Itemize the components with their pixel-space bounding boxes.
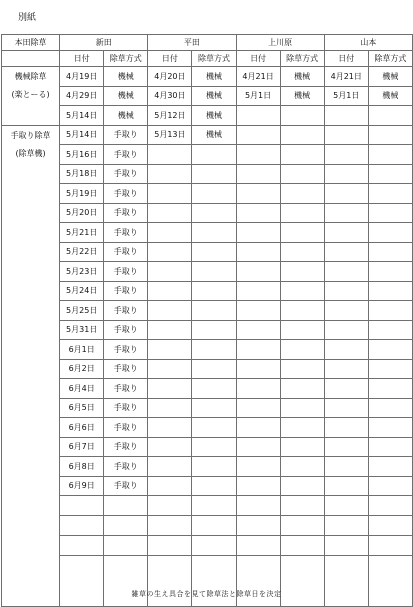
method-cell	[368, 418, 412, 438]
category-cell	[2, 359, 60, 379]
method-cell: 機械	[368, 67, 412, 87]
header-date: 日付	[324, 51, 368, 67]
method-cell	[192, 476, 236, 496]
date-cell: 5月1日	[236, 86, 280, 106]
method-cell	[280, 106, 324, 126]
table-row	[2, 516, 413, 536]
method-cell	[104, 536, 148, 556]
method-cell: 機械	[104, 86, 148, 106]
method-cell: 手取り	[104, 125, 148, 145]
date-cell	[236, 340, 280, 360]
method-cell	[368, 476, 412, 496]
date-cell	[148, 457, 192, 477]
category-cell	[2, 262, 60, 282]
method-cell	[192, 164, 236, 184]
method-cell	[280, 145, 324, 165]
table-row	[2, 379, 413, 399]
method-cell	[280, 359, 324, 379]
date-cell	[324, 398, 368, 418]
method-cell: 手取り	[104, 145, 148, 165]
method-cell: 機械	[104, 106, 148, 126]
method-cell: 機械	[280, 86, 324, 106]
date-cell: 4月21日	[324, 67, 368, 87]
date-cell	[324, 125, 368, 145]
method-cell	[192, 398, 236, 418]
date-cell	[324, 320, 368, 340]
date-cell	[148, 164, 192, 184]
method-cell	[192, 145, 236, 165]
method-cell: 手取り	[104, 281, 148, 301]
header-method: 除草方式	[368, 51, 412, 67]
date-cell	[324, 145, 368, 165]
category-cell	[2, 379, 60, 399]
date-cell: 4月20日	[148, 67, 192, 87]
date-cell: 5月22日	[60, 242, 104, 262]
date-cell	[148, 203, 192, 223]
method-cell	[368, 203, 412, 223]
date-cell: 6月4日	[60, 379, 104, 399]
method-cell: 手取り	[104, 457, 148, 477]
method-cell	[104, 516, 148, 536]
date-cell	[324, 359, 368, 379]
method-cell: 機械	[192, 125, 236, 145]
category-label	[2, 127, 59, 163]
date-cell	[148, 340, 192, 360]
method-cell	[368, 262, 412, 282]
category-cell	[2, 184, 60, 204]
header-method: 除草方式	[280, 51, 324, 67]
category-cell	[2, 398, 60, 418]
method-cell	[368, 398, 412, 418]
date-cell	[236, 476, 280, 496]
method-cell	[368, 125, 412, 145]
header-method: 除草方式	[104, 51, 148, 67]
date-cell	[324, 301, 368, 321]
method-cell	[280, 340, 324, 360]
method-cell	[280, 379, 324, 399]
category-cell	[2, 223, 60, 243]
table-row	[2, 86, 413, 106]
method-cell: 手取り	[104, 418, 148, 438]
category-cell	[2, 301, 60, 321]
method-cell: 機械	[368, 86, 412, 106]
category-label	[2, 68, 59, 104]
method-cell	[368, 145, 412, 165]
category-cell	[2, 457, 60, 477]
header-farm: 山本	[324, 35, 412, 51]
category-label-line: 機械除草	[14, 72, 47, 82]
date-cell	[236, 164, 280, 184]
method-cell: 手取り	[104, 476, 148, 496]
date-cell	[324, 437, 368, 457]
method-cell: 手取り	[104, 223, 148, 243]
method-cell	[192, 281, 236, 301]
table-row	[2, 223, 413, 243]
method-cell	[280, 125, 324, 145]
method-cell	[192, 418, 236, 438]
date-cell: 4月30日	[148, 86, 192, 106]
method-cell	[280, 476, 324, 496]
method-cell: 機械	[280, 67, 324, 87]
date-cell: 6月7日	[60, 437, 104, 457]
date-cell	[236, 437, 280, 457]
method-cell	[192, 359, 236, 379]
date-cell: 5月14日	[60, 125, 104, 145]
date-cell	[236, 106, 280, 126]
method-cell	[192, 437, 236, 457]
date-cell	[148, 301, 192, 321]
category-cell	[2, 340, 60, 360]
method-cell	[280, 437, 324, 457]
date-cell	[236, 281, 280, 301]
method-cell: 機械	[192, 86, 236, 106]
category-cell	[2, 536, 60, 556]
table-row	[2, 301, 413, 321]
date-cell	[324, 476, 368, 496]
date-cell	[148, 281, 192, 301]
date-cell: 5月13日	[148, 125, 192, 145]
date-cell	[324, 281, 368, 301]
date-cell	[324, 418, 368, 438]
method-cell	[368, 281, 412, 301]
method-cell	[192, 516, 236, 536]
date-cell	[236, 457, 280, 477]
date-cell	[148, 320, 192, 340]
date-cell: 5月24日	[60, 281, 104, 301]
date-cell: 4月21日	[236, 67, 280, 87]
method-cell	[192, 457, 236, 477]
method-cell	[192, 242, 236, 262]
date-cell	[148, 359, 192, 379]
table-row	[2, 457, 413, 477]
date-cell: 5月19日	[60, 184, 104, 204]
date-cell	[324, 242, 368, 262]
method-cell	[368, 437, 412, 457]
date-cell: 5月18日	[60, 164, 104, 184]
date-cell	[148, 145, 192, 165]
date-cell	[60, 496, 104, 516]
category-label-line: (楽とーる)	[11, 90, 50, 100]
date-cell	[324, 106, 368, 126]
date-cell	[236, 379, 280, 399]
date-cell	[324, 340, 368, 360]
date-cell	[236, 398, 280, 418]
table-row	[2, 106, 413, 126]
date-cell	[148, 418, 192, 438]
date-cell: 5月20日	[60, 203, 104, 223]
method-cell	[280, 223, 324, 243]
method-cell	[280, 262, 324, 282]
method-cell: 機械	[192, 106, 236, 126]
date-cell: 5月16日	[60, 145, 104, 165]
category-cell	[2, 516, 60, 536]
method-cell	[192, 223, 236, 243]
method-cell	[280, 164, 324, 184]
category-cell	[2, 437, 60, 457]
header-date: 日付	[60, 51, 104, 67]
method-cell	[192, 184, 236, 204]
date-cell: 6月2日	[60, 359, 104, 379]
method-cell: 手取り	[104, 301, 148, 321]
method-cell: 手取り	[104, 203, 148, 223]
document-title: 別紙	[18, 13, 37, 23]
date-cell	[236, 418, 280, 438]
date-cell: 6月9日	[60, 476, 104, 496]
method-cell: 手取り	[104, 379, 148, 399]
date-cell	[324, 262, 368, 282]
footnote: 雑草の生え具合を見て除草法と除草日を決定	[131, 590, 282, 598]
date-cell: 5月14日	[60, 106, 104, 126]
table-row	[2, 184, 413, 204]
category-cell	[2, 67, 60, 106]
method-cell: 手取り	[104, 437, 148, 457]
category-label-line: (除草機)	[15, 148, 46, 158]
category-cell	[2, 164, 60, 184]
date-cell	[236, 223, 280, 243]
method-cell	[280, 320, 324, 340]
method-cell	[280, 457, 324, 477]
category-cell	[2, 476, 60, 496]
method-cell: 手取り	[104, 320, 148, 340]
date-cell	[324, 496, 368, 516]
method-cell: 手取り	[104, 340, 148, 360]
table-row	[2, 125, 413, 145]
date-cell	[236, 536, 280, 556]
date-cell: 5月1日	[324, 86, 368, 106]
date-cell	[148, 476, 192, 496]
table-row	[2, 418, 413, 438]
date-cell	[324, 223, 368, 243]
date-cell	[324, 203, 368, 223]
method-cell	[280, 398, 324, 418]
method-cell: 手取り	[104, 398, 148, 418]
date-cell	[236, 145, 280, 165]
method-cell	[192, 203, 236, 223]
date-cell: 5月12日	[148, 106, 192, 126]
method-cell	[192, 496, 236, 516]
table-row	[2, 437, 413, 457]
method-cell	[280, 281, 324, 301]
header-farm: 新田	[60, 35, 148, 51]
table-row	[2, 536, 413, 556]
method-cell	[280, 301, 324, 321]
method-cell	[368, 106, 412, 126]
date-cell	[324, 516, 368, 536]
method-cell	[192, 301, 236, 321]
date-cell	[324, 164, 368, 184]
date-cell	[324, 379, 368, 399]
date-cell	[148, 262, 192, 282]
date-cell	[236, 184, 280, 204]
date-cell: 6月6日	[60, 418, 104, 438]
date-cell	[324, 457, 368, 477]
method-cell: 手取り	[104, 164, 148, 184]
date-cell	[148, 379, 192, 399]
method-cell: 手取り	[104, 262, 148, 282]
category-cell	[2, 203, 60, 223]
table-row	[2, 320, 413, 340]
date-cell	[236, 301, 280, 321]
method-cell	[280, 496, 324, 516]
header-blank	[2, 51, 60, 67]
category-label-line: 手取り除草	[10, 130, 51, 140]
date-cell	[148, 516, 192, 536]
method-cell	[280, 184, 324, 204]
date-cell	[324, 536, 368, 556]
table-row	[2, 203, 413, 223]
category-cell	[2, 242, 60, 262]
date-cell	[148, 536, 192, 556]
category-cell	[2, 106, 60, 126]
method-cell	[192, 379, 236, 399]
table-row	[2, 242, 413, 262]
date-cell	[236, 125, 280, 145]
header-corner: 本田除草	[2, 35, 60, 51]
date-cell	[148, 223, 192, 243]
method-cell	[368, 320, 412, 340]
date-cell	[148, 437, 192, 457]
date-cell	[148, 398, 192, 418]
date-cell: 4月29日	[60, 86, 104, 106]
date-cell: 6月8日	[60, 457, 104, 477]
header-farm: 上川原	[236, 35, 324, 51]
category-cell	[2, 281, 60, 301]
method-cell	[368, 184, 412, 204]
header-farm: 平田	[148, 35, 236, 51]
header-row-sub	[2, 51, 413, 67]
method-cell	[368, 301, 412, 321]
method-cell	[280, 203, 324, 223]
table-row	[2, 359, 413, 379]
method-cell	[368, 223, 412, 243]
method-cell	[368, 516, 412, 536]
category-cell	[2, 496, 60, 516]
method-cell: 手取り	[104, 359, 148, 379]
method-cell	[280, 536, 324, 556]
category-cell	[2, 418, 60, 438]
date-cell	[236, 496, 280, 516]
date-cell	[236, 516, 280, 536]
table-row	[2, 67, 413, 87]
header-date: 日付	[236, 51, 280, 67]
method-cell	[104, 496, 148, 516]
table-row	[2, 145, 413, 165]
method-cell	[368, 164, 412, 184]
header-row-farms	[2, 35, 413, 51]
date-cell: 5月21日	[60, 223, 104, 243]
date-cell	[236, 359, 280, 379]
date-cell	[148, 184, 192, 204]
method-cell	[192, 340, 236, 360]
date-cell: 6月5日	[60, 398, 104, 418]
date-cell	[236, 262, 280, 282]
method-cell	[368, 496, 412, 516]
method-cell	[368, 242, 412, 262]
table-row	[2, 164, 413, 184]
method-cell: 機械	[192, 67, 236, 87]
table-row	[2, 496, 413, 516]
date-cell	[236, 320, 280, 340]
table-row	[2, 476, 413, 496]
date-cell: 5月31日	[60, 320, 104, 340]
date-cell	[324, 184, 368, 204]
weeding-schedule-table	[1, 34, 413, 607]
method-cell	[192, 262, 236, 282]
method-cell	[368, 379, 412, 399]
header-method: 除草方式	[192, 51, 236, 67]
date-cell	[148, 242, 192, 262]
date-cell	[148, 496, 192, 516]
date-cell	[60, 516, 104, 536]
method-cell	[368, 359, 412, 379]
table-row	[2, 281, 413, 301]
method-cell	[368, 536, 412, 556]
method-cell	[192, 320, 236, 340]
table-row	[2, 262, 413, 282]
table-row	[2, 340, 413, 360]
method-cell	[368, 457, 412, 477]
method-cell	[368, 340, 412, 360]
method-cell: 手取り	[104, 242, 148, 262]
date-cell: 5月23日	[60, 262, 104, 282]
method-cell: 機械	[104, 67, 148, 87]
table-row	[2, 398, 413, 418]
header-date: 日付	[148, 51, 192, 67]
date-cell: 5月25日	[60, 301, 104, 321]
method-cell	[280, 418, 324, 438]
date-cell: 4月19日	[60, 67, 104, 87]
method-cell	[280, 516, 324, 536]
category-cell	[2, 320, 60, 340]
method-cell	[192, 536, 236, 556]
date-cell	[236, 203, 280, 223]
method-cell: 手取り	[104, 184, 148, 204]
method-cell	[280, 242, 324, 262]
date-cell	[60, 536, 104, 556]
date-cell: 6月1日	[60, 340, 104, 360]
category-cell	[2, 125, 60, 164]
date-cell	[236, 242, 280, 262]
